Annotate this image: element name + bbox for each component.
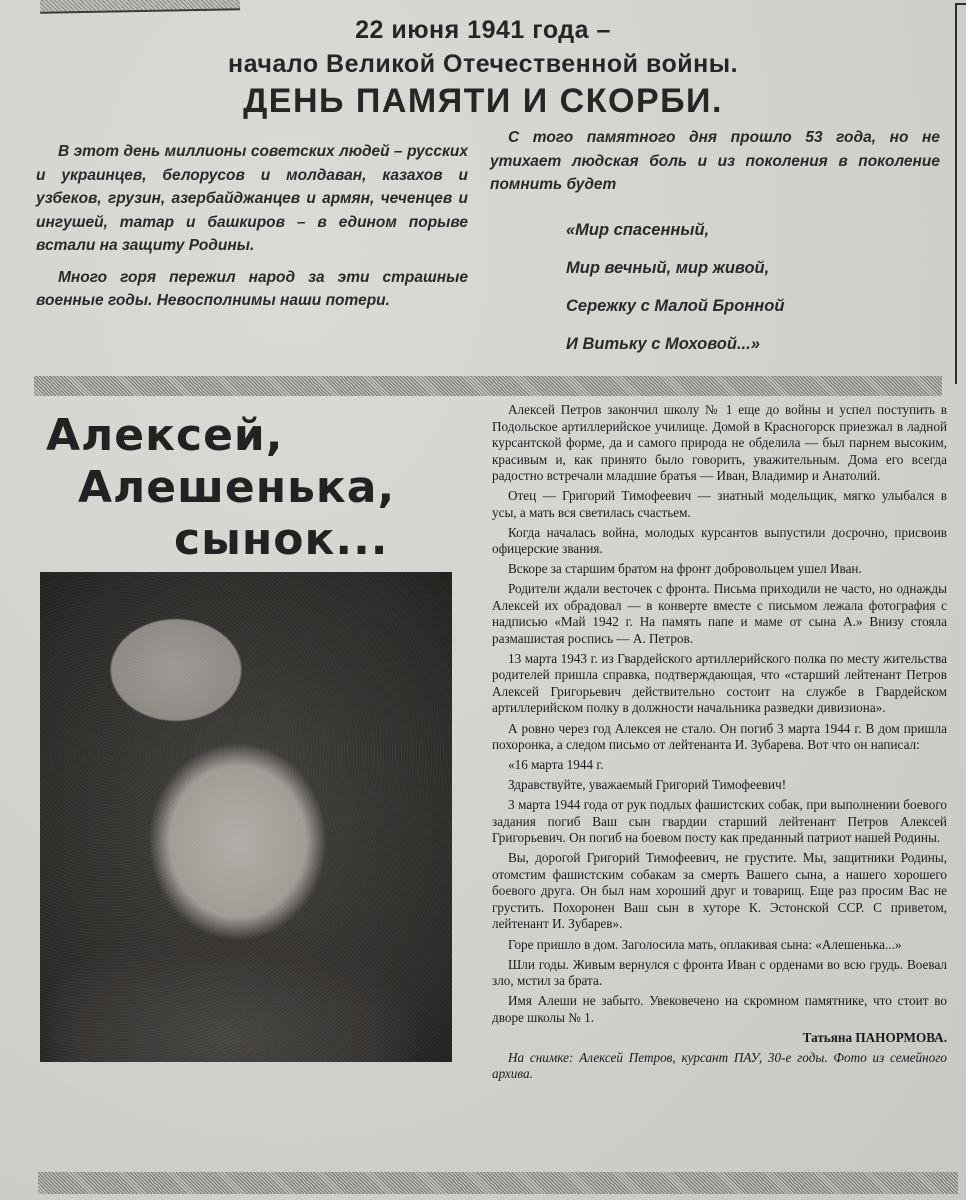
photo-grain-texture <box>40 572 452 1062</box>
intro-left-column <box>36 140 468 321</box>
article-paragraph: Отец — Григорий Тимофеевич — знатный модельщик, мягко улыбался в усы, а мать вся светилась счастьем. <box>492 488 947 520</box>
photo-caption: На снимке: Алексей Петров, курсант ПАУ, 30-е годы. Фото из семейного архива. <box>492 1049 947 1082</box>
section-divider <box>38 1172 958 1194</box>
poem-line: И Витьку с Моховой...» <box>566 334 760 353</box>
article-paragraph: Родители ждали весточек с фронта. Письма приходили не часто, но однажды Алексей их обрадовал — в конверте вместе с письмом лежала фотография с надписью «Май 1942 г. На память папе и маме от сына А.» Внизу стояла размашистая роспись — А. Петров. <box>492 581 947 646</box>
headline-date: 22 июня 1941 года – <box>355 16 611 44</box>
intro-right-column <box>490 126 940 363</box>
headline-main: ДЕНЬ ПАМЯТИ И СКОРБИ. <box>243 82 723 120</box>
article-paragraph: 3 марта 1944 года от рук подлых фашистских собак, при выполнении боевого задания погиб Ваш сын гвардии старший лейтенант Петров Алексей Григорьевич. Он погиб на боевом посту как преданный патриот нашей Родины. <box>492 797 947 846</box>
article-paragraph: А ровно через год Алексея не стало. Он погиб 3 марта 1944 г. В дом пришла похоронка, а следом письмо от лейтенанта И. Зубарева. Вот что он написал: <box>492 720 947 753</box>
article-paragraph: Шли годы. Живым вернулся с фронта Иван с орденами во всю грудь. Воевал зло, мстил за брата. <box>492 956 947 989</box>
article-body <box>492 402 947 1087</box>
article-paragraph: 13 марта 1943 г. из Гвардейского артиллерийского полка по месту жительства родителей пришла справка, подтверждающая, что «старший лейтенант Петров Алексей Григорьевич действительно состоит на службе в Гвардейском артиллерийском полку в должности начальника разведки дивизиона». <box>492 650 947 716</box>
author-signature: Татьяна ПАНОРМОВА. <box>802 1029 947 1045</box>
intro-paragraph: С того памятного дня прошло 53 года, но не утихает людская боль и из поколения в поколение помнить будет <box>490 129 940 193</box>
section-divider <box>34 376 942 396</box>
article-paragraph: Когда началась война, молодых курсантов выпустили досрочно, присвоив офицерские звания. <box>492 524 947 557</box>
article-paragraph: Вскоре за старшим братом на фронт добровольцем ушел Иван. <box>508 561 862 577</box>
article-paragraph: Вы, дорогой Григорий Тимофеевич, не грустите. Мы, защитники Родины, отомстим фашистским собакам за смерть Вашего сына, а нашего хорошего боевого друга. Он был нам хороший друг и товарищ. Еще раз просим Вас не грустить. Похоронен Ваш сын в хуторе К. Эстонской ССР. С приветом, лейтенант И. Зубарев». <box>492 850 947 932</box>
poem-line: Сережку с Малой Бронной <box>566 296 785 315</box>
article-paragraph: Горе пришло в дом. Заголосила мать, оплакивая сына: «Алешенька...» <box>508 936 902 952</box>
portrait-photo <box>40 572 452 1062</box>
article-title-line: Алексей, <box>46 410 284 461</box>
poem-line: «Мир спасенный, <box>566 220 710 239</box>
article-paragraph: «16 марта 1944 г. <box>508 757 604 773</box>
poem-quote <box>566 211 940 363</box>
article-title-line: Алешенька, <box>78 462 396 513</box>
article-paragraph: Имя Алеши не забыто. Увековечено на скромном памятнике, что стоит во дворе школы № 1. <box>492 993 947 1025</box>
poem-line: Мир вечный, мир живой, <box>566 258 770 277</box>
headline-subtitle: начало Великой Отечественной войны. <box>227 50 739 78</box>
decorative-hatched-band <box>40 0 240 14</box>
intro-paragraph: Много горя пережил народ за эти страшные военные годы. Невосполнимы наши потери. <box>36 268 468 309</box>
article-paragraph: Здравствуйте, уважаемый Григорий Тимофеевич! <box>508 777 787 793</box>
intro-paragraph: В этот день миллионы советских людей – русских и украинцев, белорусов и молдаван, казахов и узбеков, грузин, азербайджанцев и армян, чеченцев и ингушей, татар и башкиров – в едином порыве встали на защиту Родины. <box>36 143 468 254</box>
article-paragraph: Алексей Петров закончил школу № 1 еще до войны и успел поступить в Подольское артиллерийское училище. Домой в Красногорск приезжал в ладной курсантской форме, да и самого природа не обделила — был парнем высоким, красивым и, как принято было говорить, уважительным. Дома его всегда радостно встречали младшие братья — Иван, Владимир и Анатолий. <box>492 402 947 483</box>
article-title-line: сынок... <box>174 514 389 565</box>
